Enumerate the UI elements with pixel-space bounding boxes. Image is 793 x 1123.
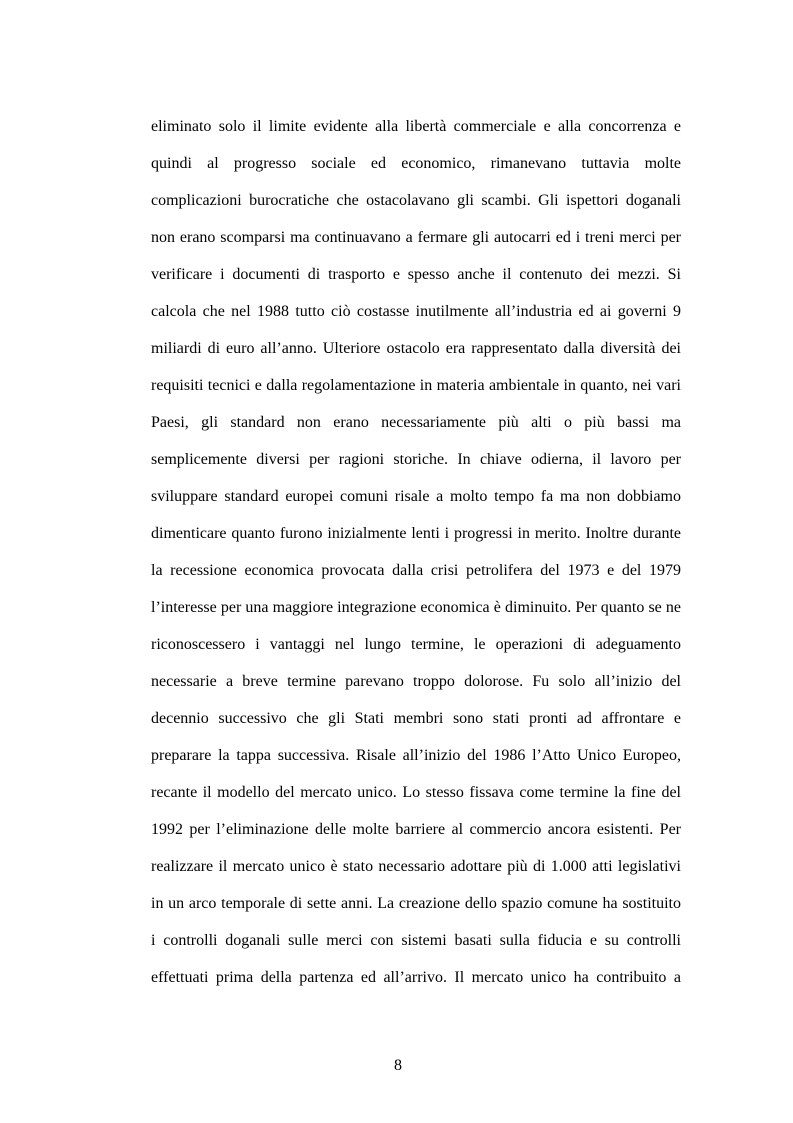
- body-text-line: recante il modello del mercato unico. Lo stesso fissava come termine la fine del: [151, 784, 681, 801]
- page-number: 8: [394, 1057, 402, 1074]
- body-text-line: la recessione economica provocata dalla crisi petrolifera del 1973 e del 1979: [151, 562, 681, 579]
- body-text-line: calcola che nel 1988 tutto ciò costasse inutilmente all’industria ed ai governi 9: [151, 303, 681, 320]
- body-text-line: realizzare il mercato unico è stato necessario adottare più di 1.000 atti legislativi: [151, 858, 681, 875]
- body-text-line: effettuati prima della partenza ed all’arrivo. Il mercato unico ha contribuito a: [151, 969, 681, 986]
- body-text-line: i controlli doganali sulle merci con sistemi basati sulla fiducia e su controlli: [151, 932, 681, 949]
- body-text-line: dimenticare quanto furono inizialmente lenti i progressi in merito. Inoltre durante: [151, 525, 681, 542]
- body-text-line: decennio successivo che gli Stati membri sono stati pronti ad affrontare e: [151, 710, 681, 727]
- body-text-line: complicazioni burocratiche che ostacolavano gli scambi. Gli ispettori doganali: [151, 192, 681, 209]
- body-text-line: l’interesse per una maggiore integrazione economica è diminuito. Per quanto se ne: [151, 599, 681, 616]
- body-text-line: non erano scomparsi ma continuavano a fermare gli autocarri ed i treni merci per: [151, 229, 681, 246]
- body-text-line: miliardi di euro all’anno. Ulteriore ostacolo era rappresentato dalla diversità dei: [151, 340, 681, 357]
- body-text-line: semplicemente diversi per ragioni storiche. In chiave odierna, il lavoro per: [151, 451, 681, 468]
- body-text-line: Paesi, gli standard non erano necessariamente più alti o più bassi ma: [151, 414, 681, 431]
- body-text-line: 1992 per l’eliminazione delle molte barriere al commercio ancora esistenti. Per: [151, 821, 681, 838]
- body-text-line: preparare la tappa successiva. Risale all’inizio del 1986 l’Atto Unico Europeo,: [151, 747, 681, 764]
- body-text-line: sviluppare standard europei comuni risale a molto tempo fa ma non dobbiamo: [151, 488, 681, 505]
- body-text-line: verificare i documenti di trasporto e spesso anche il contenuto dei mezzi. Si: [151, 266, 681, 283]
- body-text-line: in un arco temporale di sette anni. La creazione dello spazio comune ha sostituito: [151, 895, 681, 912]
- body-text-line: necessarie a breve termine parevano troppo dolorose. Fu solo all’inizio del: [151, 673, 681, 690]
- body-text-line: requisiti tecnici e dalla regolamentazione in materia ambientale in quanto, nei vari: [151, 377, 681, 394]
- body-text-line: quindi al progresso sociale ed economico, rimanevano tuttavia molte: [151, 155, 681, 172]
- body-text-line: eliminato solo il limite evidente alla libertà commerciale e alla concorrenza e: [151, 118, 681, 135]
- body-text-line: riconoscessero i vantaggi nel lungo termine, le operazioni di adeguamento: [151, 636, 681, 653]
